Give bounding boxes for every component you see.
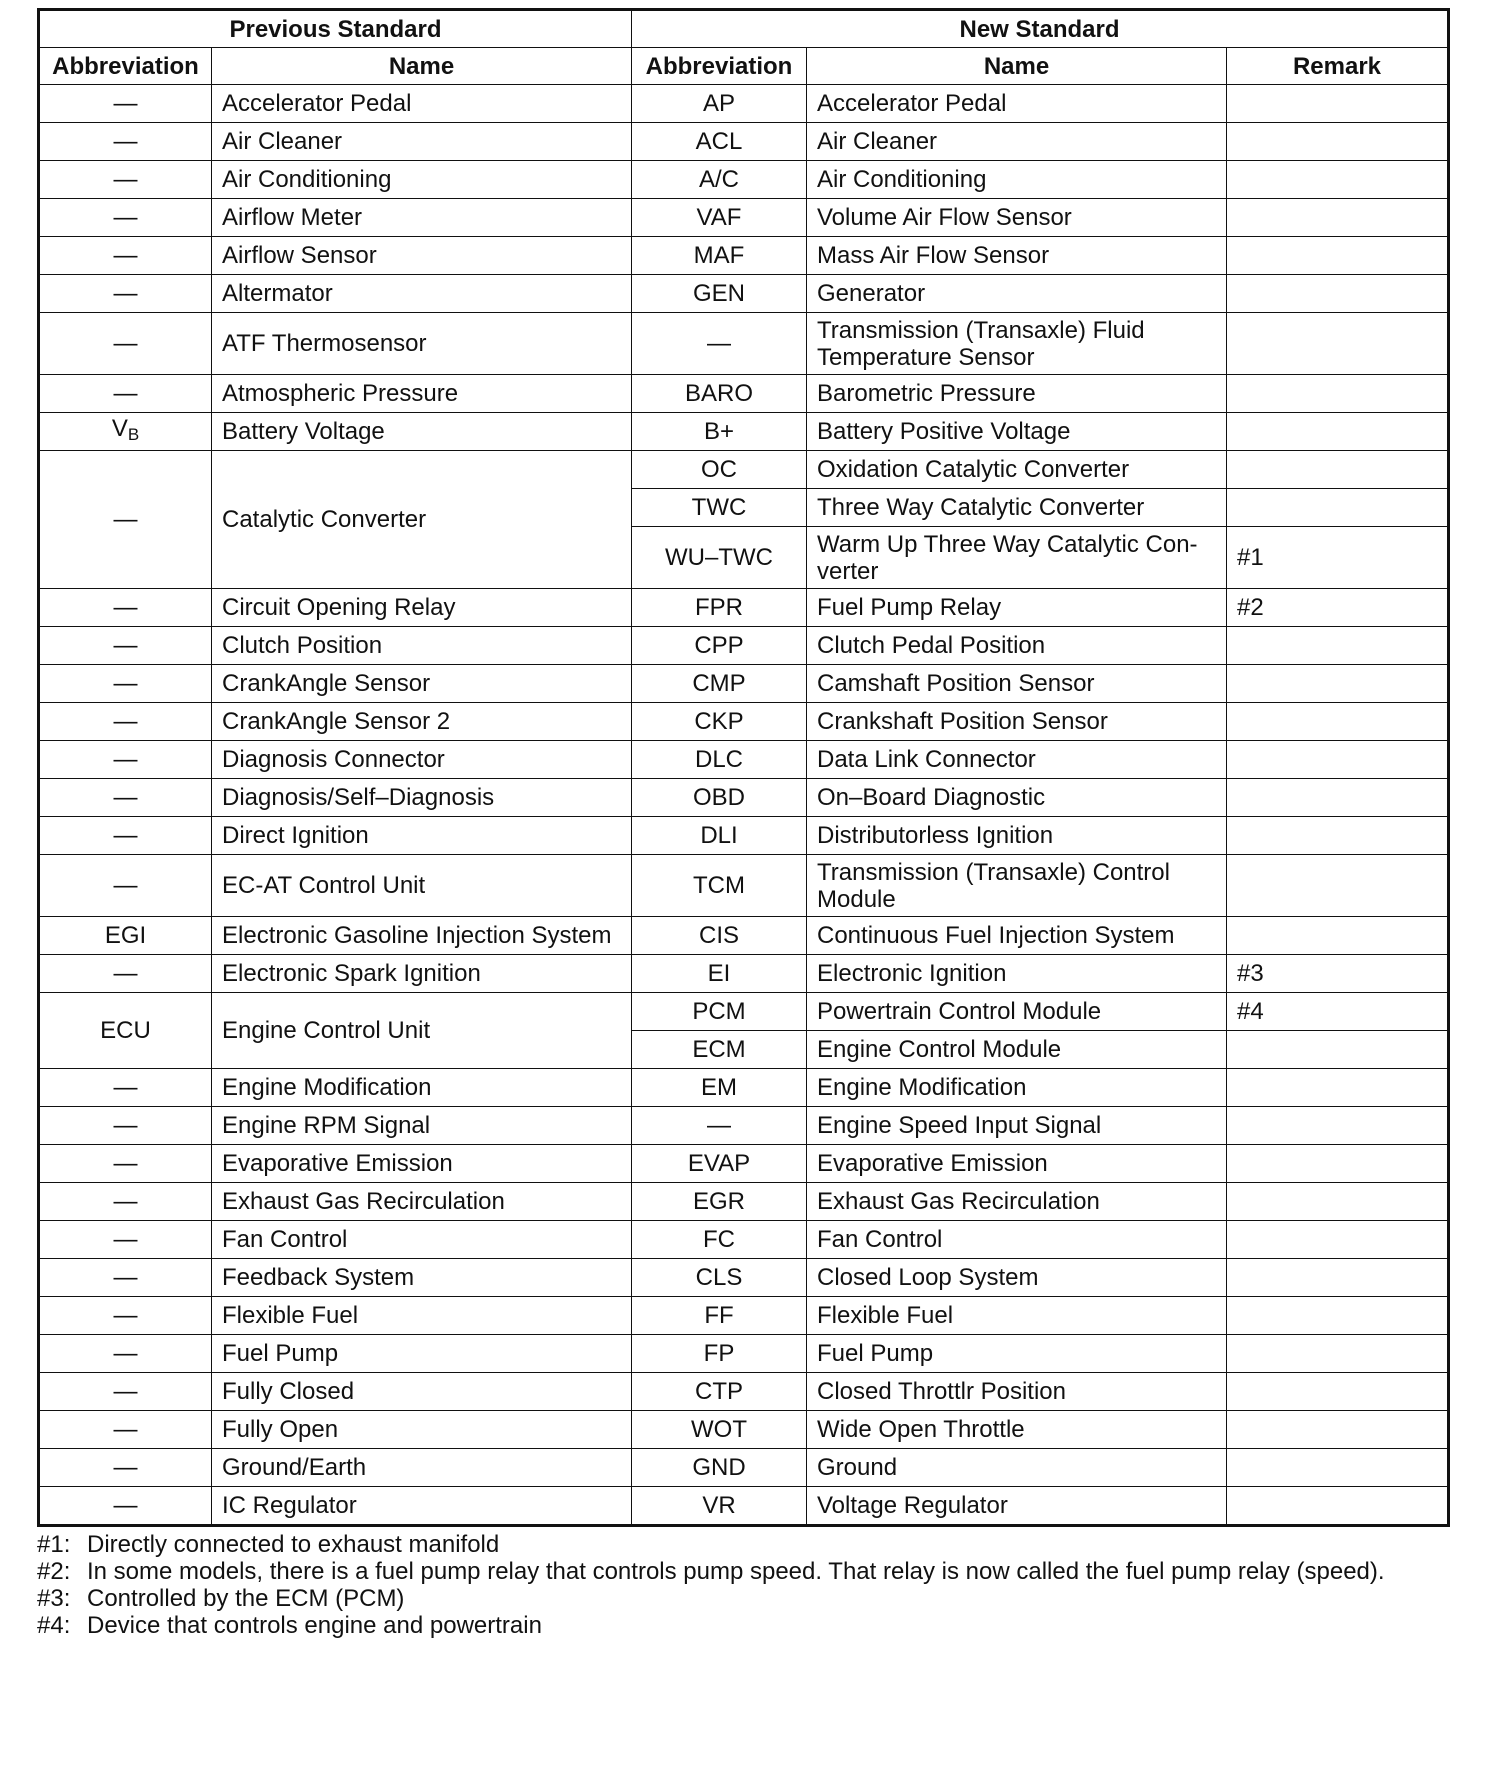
prev-name-cell: Airflow Meter: [212, 199, 632, 237]
new-name-cell: Closed Loop System: [807, 1259, 1227, 1297]
new-name-cell: Continuous Fuel Injection System: [807, 917, 1227, 955]
prev-name-cell: Evaporative Emission: [212, 1145, 632, 1183]
table-row: [39, 413, 1449, 451]
remark-cell: [1227, 413, 1449, 451]
remark-cell: [1227, 237, 1449, 275]
remark-cell: [1227, 313, 1449, 375]
prev-abbreviation-cell: —: [39, 1487, 212, 1526]
new-name-cell: Closed Throttlr Position: [807, 1373, 1227, 1411]
prev-name-cell: Diagnosis Connector: [212, 741, 632, 779]
table-row: [39, 275, 1449, 313]
prev-name-cell: Airflow Sensor: [212, 237, 632, 275]
prev-name-cell: Clutch Position: [212, 627, 632, 665]
new-abbreviation-cell: —: [632, 313, 807, 375]
remark-cell: [1227, 779, 1449, 817]
prev-name-cell: Air Cleaner: [212, 123, 632, 161]
new-name-cell: Evaporative Emission: [807, 1145, 1227, 1183]
new-name-cell: Barometric Pressure: [807, 375, 1227, 413]
new-name-cell: Transmission (Transaxle) Fluid Temperature Sensor: [807, 313, 1227, 375]
prev-abbreviation-cell: —: [39, 1411, 212, 1449]
new-abbreviation-cell: CPP: [632, 627, 807, 665]
new-abbreviation-cell: BARO: [632, 375, 807, 413]
table-row: [39, 955, 1449, 993]
table-row: [39, 817, 1449, 855]
new-name-cell: Generator: [807, 275, 1227, 313]
remark-cell: [1227, 1183, 1449, 1221]
prev-abbreviation-cell: —: [39, 1069, 212, 1107]
table-row: [39, 199, 1449, 237]
prev-abbreviation-cell: —: [39, 313, 212, 375]
prev-abbreviation-cell: EGI: [39, 917, 212, 955]
new-name-cell: Wide Open Throttle: [807, 1411, 1227, 1449]
prev-name-cell: Fan Control: [212, 1221, 632, 1259]
table-column-header-row: [39, 48, 1449, 85]
prev-abbreviation-cell: —: [39, 1297, 212, 1335]
footnote-text: Controlled by the ECM (PCM): [87, 1585, 405, 1612]
footnote: [37, 1612, 1447, 1639]
new-name-cell: Volume Air Flow Sensor: [807, 199, 1227, 237]
remark-cell: [1227, 85, 1449, 123]
prev-name-cell: Flexible Fuel: [212, 1297, 632, 1335]
prev-abbreviation-cell: —: [39, 1259, 212, 1297]
prev-name-cell: Direct Ignition: [212, 817, 632, 855]
table-row: [39, 589, 1449, 627]
new-name-cell: Air Conditioning: [807, 161, 1227, 199]
table-row: [39, 375, 1449, 413]
new-name-cell: Flexible Fuel: [807, 1297, 1227, 1335]
footnotes: [37, 1531, 1447, 1639]
new-abbreviation-cell: CIS: [632, 917, 807, 955]
footnote-tag: #3:: [37, 1585, 71, 1612]
table-row: [39, 741, 1449, 779]
prev-name-cell: Accelerator Pedal: [212, 85, 632, 123]
table-row: [39, 1183, 1449, 1221]
table-row: [39, 1107, 1449, 1145]
table-row: [39, 1487, 1449, 1526]
new-abbreviation-cell: —: [632, 1107, 807, 1145]
remark-cell: [1227, 1031, 1449, 1069]
prev-abbreviation-cell: —: [39, 375, 212, 413]
remark-cell: [1227, 855, 1449, 917]
table-row: [39, 1411, 1449, 1449]
footnote: [37, 1585, 1447, 1612]
remark-header: Remark: [1227, 48, 1449, 85]
table-row: [39, 1221, 1449, 1259]
prev-abbreviation-cell: —: [39, 589, 212, 627]
new-abbreviation-cell: TCM: [632, 855, 807, 917]
table-row: [39, 627, 1449, 665]
remark-cell: [1227, 1373, 1449, 1411]
new-name-cell: Camshaft Position Sensor: [807, 665, 1227, 703]
prev-name-cell: Catalytic Converter: [212, 451, 632, 589]
footnote-text: Directly connected to exhaust manifold: [87, 1531, 500, 1558]
remark-cell: [1227, 1449, 1449, 1487]
footnote-tag: #2:: [37, 1558, 71, 1585]
remark-cell: [1227, 1145, 1449, 1183]
remark-cell: [1227, 451, 1449, 489]
previous-standard-header: Previous Standard: [39, 10, 632, 48]
remark-cell: [1227, 1069, 1449, 1107]
new-name-cell: On–Board Diagnostic: [807, 779, 1227, 817]
new-abbreviation-cell: WOT: [632, 1411, 807, 1449]
remark-cell: [1227, 1487, 1449, 1526]
remark-cell: [1227, 1411, 1449, 1449]
remark-cell: [1227, 199, 1449, 237]
new-abbreviation-cell: EVAP: [632, 1145, 807, 1183]
new-abbreviation-cell: DLC: [632, 741, 807, 779]
new-name-cell: Battery Positive Voltage: [807, 413, 1227, 451]
prev-name-cell: Fully Open: [212, 1411, 632, 1449]
prev-abbreviation-cell: —: [39, 1183, 212, 1221]
remark-cell: [1227, 703, 1449, 741]
prev-abbreviation-header: Abbreviation: [39, 48, 212, 85]
prev-name-cell: EC-AT Control Unit: [212, 855, 632, 917]
remark-cell: [1227, 1107, 1449, 1145]
new-abbreviation-cell: B+: [632, 413, 807, 451]
remark-cell: [1227, 917, 1449, 955]
prev-name-cell: IC Regulator: [212, 1487, 632, 1526]
prev-name-cell: Fully Closed: [212, 1373, 632, 1411]
prev-name-cell: Electronic Gasoline Injection System: [212, 917, 632, 955]
new-abbreviation-cell: OC: [632, 451, 807, 489]
remark-cell: [1227, 161, 1449, 199]
prev-abbreviation-main: V: [111, 415, 128, 442]
new-abbreviation-cell: CTP: [632, 1373, 807, 1411]
new-abbreviation-cell: FP: [632, 1335, 807, 1373]
new-name-cell: Engine Speed Input Signal: [807, 1107, 1227, 1145]
new-abbreviation-cell: CMP: [632, 665, 807, 703]
new-abbreviation-cell: FPR: [632, 589, 807, 627]
prev-abbreviation-cell: —: [39, 1107, 212, 1145]
new-abbreviation-cell: FC: [632, 1221, 807, 1259]
new-abbreviation-cell: WU–TWC: [632, 527, 807, 589]
table-row: [39, 779, 1449, 817]
prev-name-cell: Electronic Spark Ignition: [212, 955, 632, 993]
table-row: [39, 1335, 1449, 1373]
new-abbreviation-cell: GND: [632, 1449, 807, 1487]
new-name-cell: Data Link Connector: [807, 741, 1227, 779]
footnote-text: In some models, there is a fuel pump relay that controls pump speed. That relay is now called the fuel pump relay (speed).: [87, 1558, 1385, 1585]
new-abbreviation-cell: EI: [632, 955, 807, 993]
table-row: [39, 1259, 1449, 1297]
prev-abbreviation-subscript: B: [127, 425, 140, 444]
prev-abbreviation-cell: —: [39, 161, 212, 199]
table-row: [39, 123, 1449, 161]
footnote-tag: #4:: [37, 1612, 71, 1639]
new-name-cell: Voltage Regulator: [807, 1487, 1227, 1526]
prev-name-header: Name: [212, 48, 632, 85]
table-row: [39, 161, 1449, 199]
prev-name-cell: Engine Modification: [212, 1069, 632, 1107]
new-name-cell: Fan Control: [807, 1221, 1227, 1259]
table-row: [39, 703, 1449, 741]
remark-cell: [1227, 489, 1449, 527]
table-row: [39, 1373, 1449, 1411]
prev-name-cell: Atmospheric Pressure: [212, 375, 632, 413]
new-abbreviation-cell: A/C: [632, 161, 807, 199]
prev-abbreviation-cell: —: [39, 955, 212, 993]
remark-cell: [1227, 1297, 1449, 1335]
remark-cell: [1227, 741, 1449, 779]
new-abbreviation-cell: OBD: [632, 779, 807, 817]
new-name-cell: Crankshaft Position Sensor: [807, 703, 1227, 741]
prev-name-cell: Exhaust Gas Recirculation: [212, 1183, 632, 1221]
footnote: [37, 1531, 1447, 1558]
prev-name-cell: CrankAngle Sensor 2: [212, 703, 632, 741]
remark-cell: #1: [1227, 527, 1449, 589]
remark-cell: #3: [1227, 955, 1449, 993]
new-name-cell: Ground: [807, 1449, 1227, 1487]
prev-name-cell: ATF Thermosensor: [212, 313, 632, 375]
prev-abbreviation-cell: —: [39, 1335, 212, 1373]
remark-cell: [1227, 1259, 1449, 1297]
new-name-cell: Powertrain Control Module: [807, 993, 1227, 1031]
remark-cell: [1227, 375, 1449, 413]
document: [37, 8, 1447, 1639]
prev-name-cell: Battery Voltage: [212, 413, 632, 451]
prev-abbreviation-cell: ECU: [39, 993, 212, 1069]
prev-name-cell: CrankAngle Sensor: [212, 665, 632, 703]
new-abbreviation-cell: CKP: [632, 703, 807, 741]
prev-name-cell: Ground/Earth: [212, 1449, 632, 1487]
new-abbreviation-cell: FF: [632, 1297, 807, 1335]
prev-abbreviation-cell: [39, 413, 212, 451]
table-row: [39, 85, 1449, 123]
table-body: [39, 85, 1449, 1526]
new-name-cell: Mass Air Flow Sensor: [807, 237, 1227, 275]
table-row: [39, 313, 1449, 375]
new-name-cell: Accelerator Pedal: [807, 85, 1227, 123]
prev-abbreviation-cell: —: [39, 817, 212, 855]
new-abbreviation-cell: GEN: [632, 275, 807, 313]
new-abbreviation-cell: DLI: [632, 817, 807, 855]
new-abbreviation-cell: TWC: [632, 489, 807, 527]
new-abbreviation-cell: EM: [632, 1069, 807, 1107]
new-name-cell: Air Cleaner: [807, 123, 1227, 161]
new-abbreviation-cell: VAF: [632, 199, 807, 237]
new-standard-header: New Standard: [632, 10, 1449, 48]
table-row: [39, 917, 1449, 955]
new-name-cell: Fuel Pump: [807, 1335, 1227, 1373]
new-name-cell: Warm Up Three Way Catalytic Con-verter: [807, 527, 1227, 589]
new-name-cell: Exhaust Gas Recirculation: [807, 1183, 1227, 1221]
prev-abbreviation-cell: —: [39, 779, 212, 817]
table-row: [39, 1297, 1449, 1335]
prev-abbreviation-cell: —: [39, 1221, 212, 1259]
remark-cell: [1227, 1221, 1449, 1259]
new-name-cell: Electronic Ignition: [807, 955, 1227, 993]
remark-cell: #4: [1227, 993, 1449, 1031]
remark-cell: #2: [1227, 589, 1449, 627]
new-abbreviation-cell: AP: [632, 85, 807, 123]
new-name-cell: Distributorless Ignition: [807, 817, 1227, 855]
remark-cell: [1227, 665, 1449, 703]
new-abbreviation-header: Abbreviation: [632, 48, 807, 85]
footnote-tag: #1:: [37, 1531, 71, 1558]
prev-name-cell: Altermator: [212, 275, 632, 313]
new-abbreviation-cell: ACL: [632, 123, 807, 161]
new-abbreviation-cell: MAF: [632, 237, 807, 275]
prev-abbreviation-cell: —: [39, 1449, 212, 1487]
footnote: [37, 1558, 1447, 1585]
prev-abbreviation-cell: —: [39, 451, 212, 589]
table-row: [39, 451, 1449, 489]
new-abbreviation-cell: VR: [632, 1487, 807, 1526]
prev-abbreviation-cell: —: [39, 123, 212, 161]
table-group-header-row: [39, 10, 1449, 48]
new-name-header: Name: [807, 48, 1227, 85]
prev-abbreviation-cell: —: [39, 199, 212, 237]
table-row: [39, 665, 1449, 703]
new-abbreviation-cell: EGR: [632, 1183, 807, 1221]
prev-name-cell: Fuel Pump: [212, 1335, 632, 1373]
prev-abbreviation-cell: —: [39, 855, 212, 917]
new-abbreviation-cell: ECM: [632, 1031, 807, 1069]
prev-name-cell: Feedback System: [212, 1259, 632, 1297]
table-row: [39, 1449, 1449, 1487]
remark-cell: [1227, 627, 1449, 665]
new-name-cell: Oxidation Catalytic Converter: [807, 451, 1227, 489]
prev-name-cell: Circuit Opening Relay: [212, 589, 632, 627]
remark-cell: [1227, 817, 1449, 855]
remark-cell: [1227, 1335, 1449, 1373]
prev-abbreviation-cell: —: [39, 85, 212, 123]
new-name-cell: Clutch Pedal Position: [807, 627, 1227, 665]
prev-name-cell: Engine RPM Signal: [212, 1107, 632, 1145]
footnote-text: Device that controls engine and powertrain: [87, 1612, 542, 1639]
table-row: [39, 1145, 1449, 1183]
abbreviation-table: [37, 8, 1450, 1527]
new-name-cell: Fuel Pump Relay: [807, 589, 1227, 627]
remark-cell: [1227, 123, 1449, 161]
remark-cell: [1227, 275, 1449, 313]
table-row: [39, 237, 1449, 275]
prev-name-cell: Engine Control Unit: [212, 993, 632, 1069]
prev-abbreviation-cell: —: [39, 741, 212, 779]
prev-abbreviation-cell: —: [39, 1145, 212, 1183]
prev-abbreviation-cell: —: [39, 275, 212, 313]
prev-name-cell: Air Conditioning: [212, 161, 632, 199]
prev-abbreviation-cell: —: [39, 665, 212, 703]
prev-abbreviation-cell: —: [39, 237, 212, 275]
new-abbreviation-cell: PCM: [632, 993, 807, 1031]
new-name-cell: Three Way Catalytic Converter: [807, 489, 1227, 527]
new-abbreviation-cell: CLS: [632, 1259, 807, 1297]
prev-abbreviation-cell: —: [39, 703, 212, 741]
new-name-cell: Engine Modification: [807, 1069, 1227, 1107]
table-row: [39, 993, 1449, 1031]
table-row: [39, 1069, 1449, 1107]
prev-abbreviation-cell: —: [39, 1373, 212, 1411]
new-name-cell: Engine Control Module: [807, 1031, 1227, 1069]
table-row: [39, 855, 1449, 917]
prev-name-cell: Diagnosis/Self–Diagnosis: [212, 779, 632, 817]
new-name-cell: Transmission (Transaxle) Control Module: [807, 855, 1227, 917]
prev-abbreviation-cell: —: [39, 627, 212, 665]
